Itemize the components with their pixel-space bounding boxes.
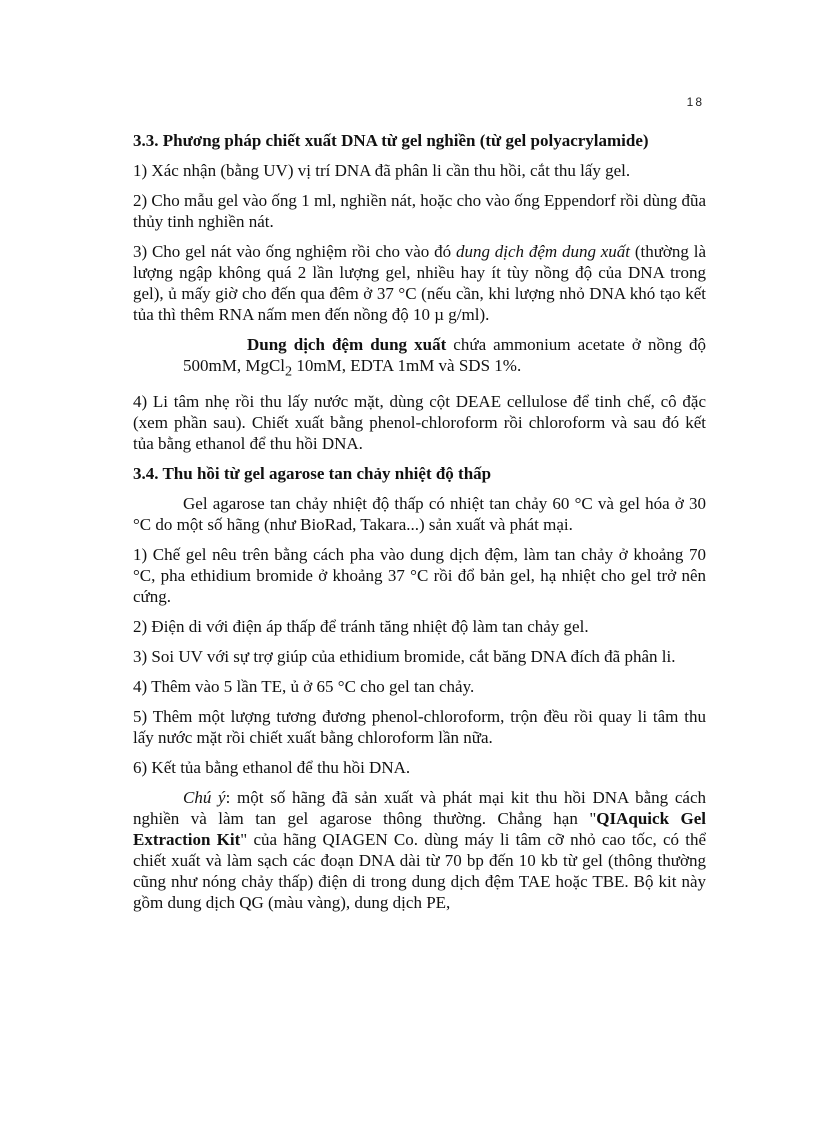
- buffer-definition-text-a: chứa ammonium acetate ở nồng độ 500mM, MgCl: [183, 335, 707, 375]
- page-number: 18: [686, 95, 704, 109]
- step-3-text-start: 3) Cho gel nát vào ống nghiệm rồi cho vào đó: [133, 242, 456, 261]
- page-content: [133, 130, 706, 922]
- section-3-3-step-1: 1) Xác nhận (bằng UV) vị trí DNA đã phân li cần thu hồi, cắt thu lấy gel.: [133, 161, 631, 180]
- section-3-4-step-4: 4) Thêm vào 5 lần TE, ủ ở 65 °C cho gel tan chảy.: [133, 677, 475, 697]
- section-3-4-heading: 3.4. Thu hồi từ gel agarose tan chảy nhiệt độ thấp: [133, 464, 492, 484]
- buffer-definition-subscript: 2: [285, 363, 293, 380]
- section-3-4-step-5: 5) Thêm một lượng tương đương phenol-chloroform, trộn đều rồi quay li tâm thu lấy nước mặt rồi chiết xuất bằng chloroform lần nữa.: [133, 707, 706, 748]
- note-text-b: " của hãng QIAGEN Co. dùng máy li tâm cỡ nhỏ cao tốc, có thể chiết xuất và làm sạch các đoạn DNA dài từ 70 bp đến 10 kb từ gel (thông thường cũng như nóng chảy thấp) điện di trong dung dịch đệm TAE hoặc TBE. Bộ kit này gồm dung dịch QG (màu vàng), dung dịch PE,: [133, 830, 707, 913]
- section-3-4-step-1: 1) Chế gel nêu trên bằng cách pha vào dung dịch đệm, làm tan chảy ở khoảng 70 °C, pha ethidium bromide ở khoảng 37 °C rồi đổ bản gel, hạ nhiệt cho gel trở nên cứng.: [133, 545, 706, 607]
- step-3-text-end: (thường là lượng ngập không quá 2 lần lượng gel, nhiều hay ít tùy nồng độ của DNA trong gel), ủ mấy giờ cho đến qua đêm ở 37 °C (nếu cần, khi lượng nhỏ DNA khó tạo kết tủa thì thêm RNA nấm men đến nồng độ 10 µ g/ml).: [133, 242, 707, 324]
- section-3-4-note: [133, 787, 706, 913]
- note-label: Chú ý: [183, 788, 226, 808]
- section-3-4-step-3: 3) Soi UV với sự trợ giúp của ethidium bromide, cắt băng DNA đích đã phân li.: [133, 647, 676, 667]
- section-3-3-step-3: [133, 241, 706, 325]
- buffer-definition-term: Dung dịch đệm dung xuất: [247, 335, 447, 354]
- buffer-definition-text-b: 10mM, EDTA 1mM và SDS 1%.: [292, 356, 522, 375]
- section-3-3-step-4: 4) Li tâm nhẹ rồi thu lấy nước mặt, dùng cột DEAE cellulose để tinh chế, cô đặc (xem phần sau). Chiết xuất bằng phenol-chloroform rồi chloroform và sau đó kết tủa bằng ethanol để thu hồi DNA.: [133, 392, 706, 454]
- buffer-definition: [133, 334, 706, 382]
- step-3-buffer-term: dung dịch đệm dung xuất: [455, 242, 631, 261]
- section-3-4-step-6: 6) Kết tủa bằng ethanol để thu hồi DNA.: [133, 758, 411, 778]
- section-3-4-step-2: 2) Điện di với điện áp thấp để tránh tăng nhiệt độ làm tan chảy gel.: [133, 617, 589, 637]
- section-3-4-intro: Gel agarose tan chảy nhiệt độ thấp có nhiệt tan chảy 60 °C và gel hóa ở 30 °C do một số hãng (như BioRad, Takara...) sản xuất và phát mại.: [133, 494, 706, 535]
- note-text-a: : một số hãng đã sản xuất và phát mại kit thu hồi DNA bằng cách nghiền và làm tan gel agarose thông thường. Chẳng hạn ": [133, 788, 706, 829]
- section-3-3-heading: 3.3. Phương pháp chiết xuất DNA từ gel nghiền (từ gel polyacrylamide): [133, 131, 649, 150]
- section-3-3-step-2: 2) Cho mẫu gel vào ống 1 ml, nghiền nát, hoặc cho vào ống Eppendorf rồi dùng đũa thủy tinh nghiền nát.: [133, 191, 706, 231]
- note-kit-name: QIAquick Gel Extraction Kit: [133, 809, 706, 850]
